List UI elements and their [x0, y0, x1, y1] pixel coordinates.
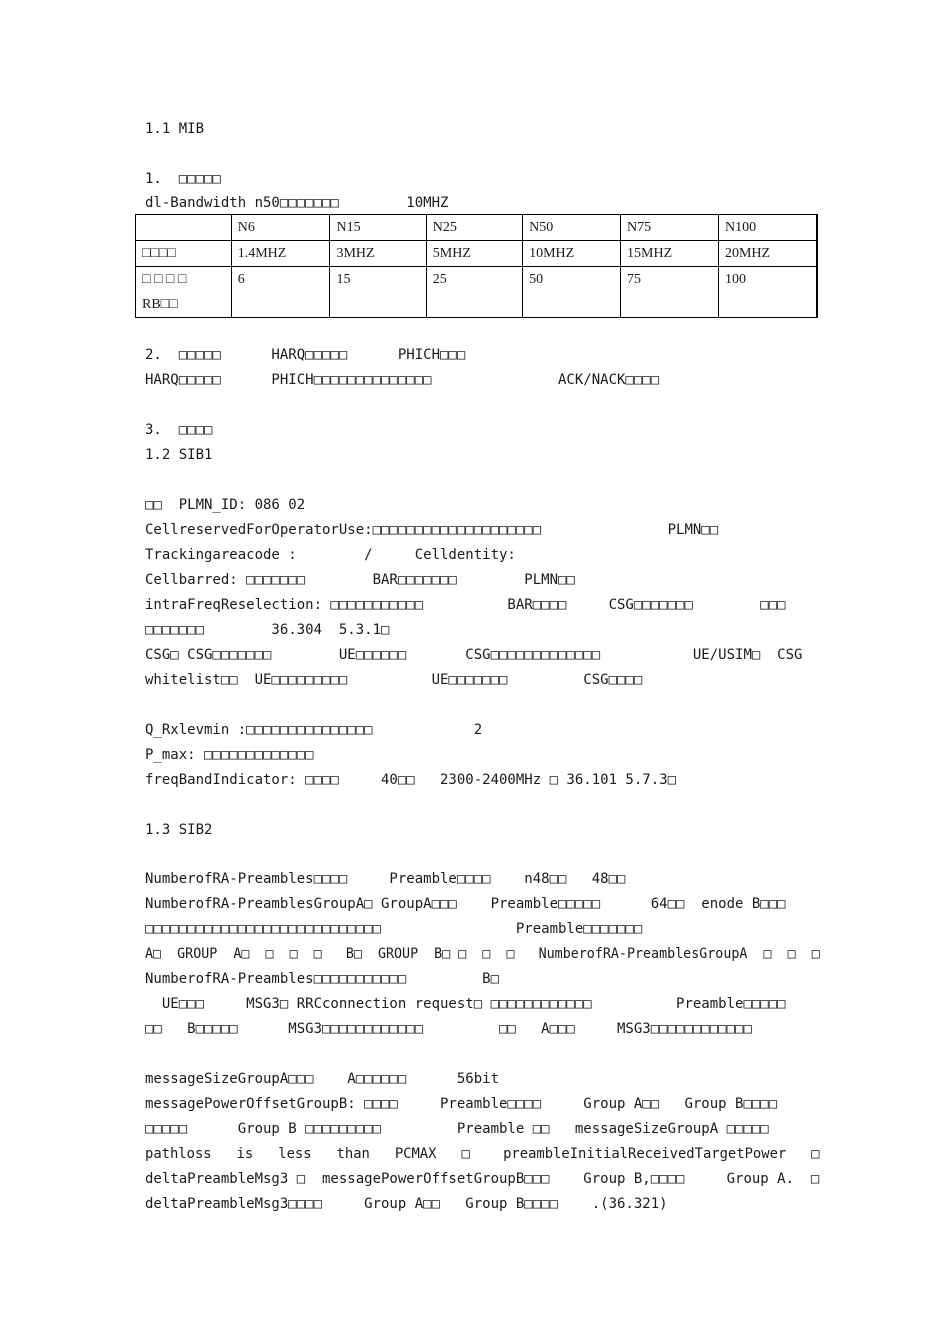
pmax-line: P_max: □□□□□□□□□□□□□ [145, 747, 314, 763]
table-cell: 50 [523, 267, 621, 318]
row-label-bottom: RB□□ [142, 297, 178, 312]
table-cell: N100 [718, 215, 817, 241]
group-ab-line: A□ GROUP A□ □ □ □ B□ GROUP B□ □ □ □ NumberofRA-PreamblesGroupA □ □ □ [145, 946, 820, 962]
table-row [136, 241, 818, 267]
section-heading-sib2: 1.3 SIB2 [145, 822, 213, 838]
table-cell: N6 [231, 215, 330, 241]
table-cell: 25 [426, 267, 522, 318]
table-cell: 15MHZ [621, 241, 719, 267]
table-cell: 20MHZ [718, 241, 817, 267]
csg-line: CSG□ CSG□□□□□□□ UE□□□□□□ CSG□□□□□□□□□□□□□ UE/USIM□ CSG [145, 647, 803, 663]
whitelist-line: whitelist□□ UE□□□□□□□□□ UE□□□□□□□ CSG□□□□ [145, 672, 643, 688]
table-cell: N50 [523, 215, 621, 241]
table-cell: 15 [330, 267, 426, 318]
table-cell: N25 [426, 215, 522, 241]
trackingarea-line: Trackingareacode : / Celldentity: [145, 547, 516, 563]
numberofra-line: NumberofRA-Preambles□□□□ Preamble□□□□ n48□□ 48□□ [145, 871, 626, 887]
dl-bandwidth-line: dl-Bandwidth n50□□□□□□□ 10MHZ [145, 195, 449, 211]
table-cell: 6 [231, 267, 330, 318]
qrxlevmin-line: Q_Rxlevmin :□□□□□□□□□□□□□□□ 2 [145, 722, 483, 738]
cellreserved-line: CellreservedForOperatorUse:□□□□□□□□□□□□□□□□□□□□ PLMN□□ [145, 522, 719, 538]
section-heading-mib: 1.1 MIB [145, 121, 205, 137]
table-cell: 100 [718, 267, 817, 318]
section-heading-sib1: 1.2 SIB1 [145, 447, 213, 463]
deltapreamble-line: deltaPreambleMsg3 □ messagePowerOffsetGroupB□□□ Group B,□□□□ Group A. □ [145, 1171, 820, 1187]
table-cell: 3MHZ [330, 241, 426, 267]
table-cell [136, 267, 232, 318]
bandwidth-table [135, 214, 818, 318]
freqband-line: freqBandIndicator: □□□□ 40□□ 2300-2400MHz □ 36.101 5.7.3□ [145, 772, 677, 788]
item-3-heading: 3. □□□□ [145, 422, 213, 438]
table-row [136, 267, 818, 318]
numberofra-b-line: NumberofRA-Preambles□□□□□□□□□□□ B□ [145, 971, 500, 987]
table-row [136, 215, 818, 241]
item-2-line: 2. □□□□□ HARQ□□□□□ PHICH□□□ [145, 347, 466, 363]
plmn-id-line: □□ PLMN_ID: 086 02 [145, 497, 306, 513]
table-cell [136, 215, 232, 241]
groupb-line: □□□□□ Group B □□□□□□□□□ Preamble □□ messageSizeGroupA □□□□□ [145, 1121, 769, 1137]
item-1-heading: 1. □□□□□ [145, 171, 221, 187]
harq-line: HARQ□□□□□ PHICH□□□□□□□□□□□□□□ ACK/NACK□□□□ [145, 372, 660, 388]
table-cell: 1.4MHZ [231, 241, 330, 267]
table-cell: 75 [621, 267, 719, 318]
table-cell: 5MHZ [426, 241, 522, 267]
table-cell: □□□□ [136, 241, 232, 267]
messagesize-line: messageSizeGroupA□□□ A□□□□□□ 56bit [145, 1071, 500, 1087]
row-label-top: □ □ □ □ [142, 272, 187, 287]
cellbarred-line: Cellbarred: □□□□□□□ BAR□□□□□□□ PLMN□□ [145, 572, 575, 588]
intrafreq-line: intraFreqReselection: □□□□□□□□□□□ BAR□□□□ CSG□□□□□□□ □□□ [145, 597, 786, 613]
msg3-group-line: □□ B□□□□□ MSG3□□□□□□□□□□□□ □□ A□□□ MSG3□□□□□□□□□□□□ [145, 1021, 752, 1037]
table-cell: 10MHZ [523, 241, 621, 267]
pathloss-line: pathloss is less than PCMAX □ preambleInitialReceivedTargetPower □ [145, 1146, 820, 1162]
poweroffset-line: messagePowerOffsetGroupB: □□□□ Preamble□□□□ Group A□□ Group B□□□□ [145, 1096, 778, 1112]
spec-ref-line: □□□□□□□ 36.304 5.3.1□ [145, 622, 390, 638]
deltapreamble-ref-line: deltaPreambleMsg3□□□□ Group A□□ Group B□□□□ .(36.321) [145, 1196, 668, 1212]
groupa-line: NumberofRA-PreamblesGroupA□ GroupA□□□ Preamble□□□□□ 64□□ enode B□□□ [145, 896, 786, 912]
table-cell: N75 [621, 215, 719, 241]
preamble-line: □□□□□□□□□□□□□□□□□□□□□□□□□□□□ Preamble□□□□□□□ [145, 921, 643, 937]
table-cell: N15 [330, 215, 426, 241]
msg3-line: UE□□□ MSG3□ RRCconnection request□ □□□□□□□□□□□□ Preamble□□□□□ [145, 996, 786, 1012]
